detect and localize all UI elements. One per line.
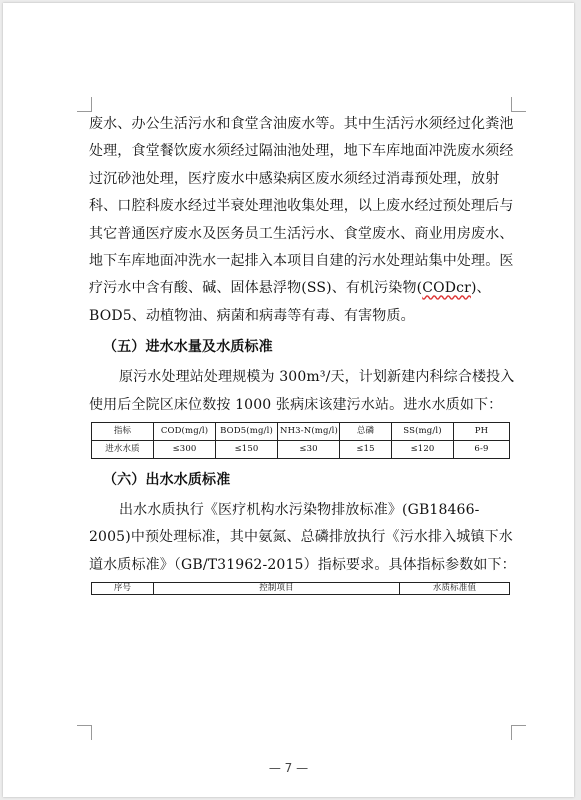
table-cell: ≤15 — [340, 441, 392, 459]
table-header-cell: PH — [454, 423, 510, 441]
document-page — [3, 3, 574, 797]
spellcheck-flagged-word[interactable]: CODcr — [422, 280, 471, 297]
table-row — [92, 441, 510, 459]
section-heading-effluent: （六）出水水质标准 — [103, 472, 231, 489]
table-header-cell: 总磷 — [340, 423, 392, 441]
table-header-cell: 控制项目 — [154, 583, 400, 595]
table-header-row — [92, 423, 510, 441]
paragraph-effluent: 出水水质执行《医疗机构水污染物排放标准》(GB18466-2005)中预处理标准，其中氨氮、总磷排放执行《污水排入城镇下水道水质标准》（GB/T31962-2015）指标要求。具体指标参数如下： — [89, 502, 516, 573]
table-header-row — [92, 583, 510, 595]
table-header-cell: SS(mg/l) — [392, 423, 454, 441]
crop-mark-top-right — [511, 97, 526, 112]
crop-mark-bottom-right — [511, 725, 526, 740]
table-cell: ≤300 — [154, 441, 216, 459]
table-header-cell: NH3-N(mg/l) — [278, 423, 340, 441]
table-header-cell: 序号 — [92, 583, 154, 595]
table-header-cell: 指标 — [92, 423, 154, 441]
document-body — [89, 111, 519, 599]
paragraph-influent: 原污水处理站处理规模为 300m³/天，计划新建内科综合楼投入使用后全院区床位数按 1000 张病床该建污水站。进水水质如下： — [89, 369, 515, 413]
paragraph-text: 废水、办公生活污水和食堂含油废水等。其中生活污水须经过化粪池处理，食堂餐饮废水须经过隔油池处理，地下车库地面冲洗废水须经过沉砂池处理，医疗废水中感染病区废水须经过消毒预处理，放射科、口腔科废水经过半衰处理池收集处理，以上废水经过预处理后与其它普通医疗废水及医务员工生活污水、食堂废水、商业用房废水、地下车库地面冲洗水一起排入本项目自建的污水处理站集中处理。医疗污水中含有酸、碱、固体悬浮物(SS)、有机污染物( — [89, 116, 514, 297]
table-header-cell: BOD5(mg/l) — [216, 423, 278, 441]
effluent-standard-table — [91, 582, 510, 595]
table-header-cell: COD(mg/l) — [154, 423, 216, 441]
paragraph-text-tail: )、BOD5、动植物油、病菌和病毒等有毒、有害物质。 — [89, 280, 491, 324]
table-cell: 进水水质 — [92, 441, 154, 459]
paragraph-wastewater-treatment — [89, 111, 519, 330]
table-cell: ≤120 — [392, 441, 454, 459]
influent-quality-table — [91, 422, 510, 459]
crop-mark-bottom-left — [77, 725, 92, 740]
table-cell: ≤30 — [278, 441, 340, 459]
table-header-cell: 水质标准值 — [400, 583, 510, 595]
page-number: — 7 — — [268, 761, 309, 775]
table-cell: ≤150 — [216, 441, 278, 459]
section-heading-influent: （五）进水水量及水质标准 — [103, 339, 273, 356]
crop-mark-top-left — [77, 97, 92, 112]
table-cell: 6-9 — [454, 441, 510, 459]
